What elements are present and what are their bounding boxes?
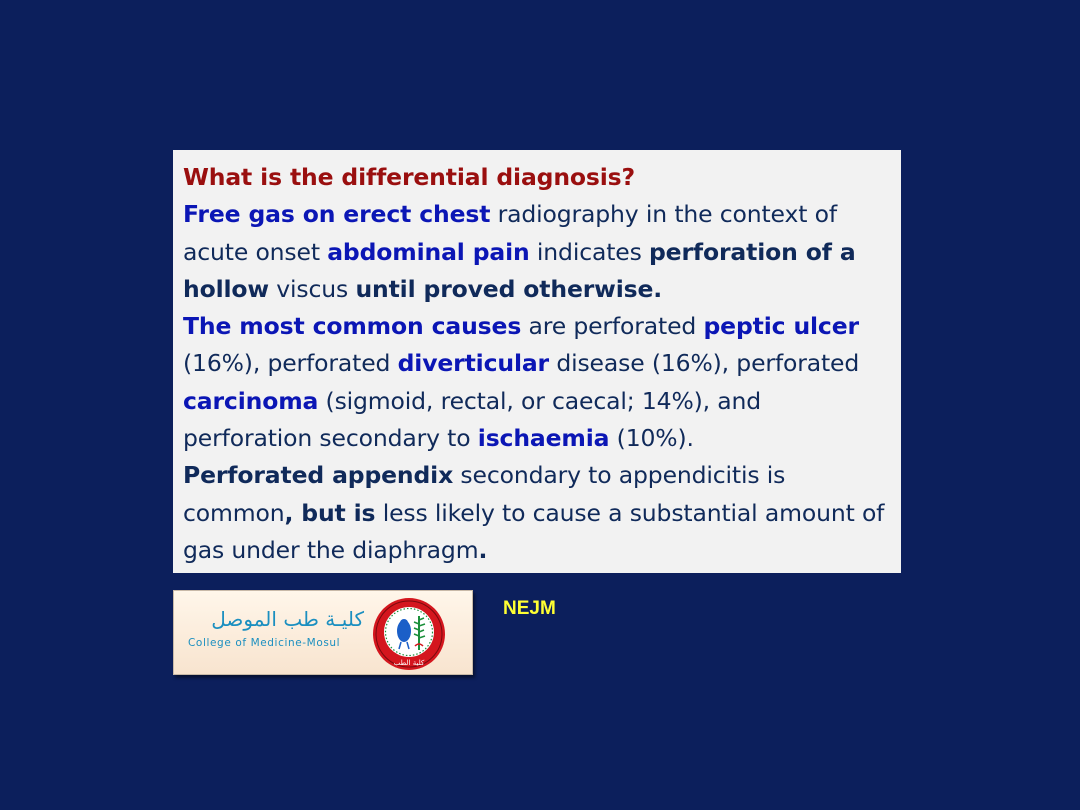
college-logo-banner (173, 590, 473, 675)
text-segment: are perforated (521, 312, 704, 341)
text-segment: less likely to cause a substantial amount of gas under the diaphragm (183, 498, 885, 564)
text-segment: perforation of a hollow (183, 237, 856, 303)
text-segment: ischaemia (477, 424, 610, 453)
text-segment: (sigmoid, rectal, or caecal; 14%), and perforation secondary to (183, 386, 762, 453)
text-segment: . (478, 535, 488, 564)
text-segment: viscus (268, 274, 356, 303)
paragraph-appendix (183, 457, 891, 569)
text-segment: (16%), perforated (183, 349, 398, 378)
text-segment: disease (16%), perforated (549, 349, 860, 378)
text-segment: carcinoma (183, 386, 319, 415)
text-segment: peptic ulcer (703, 312, 859, 341)
seal-lettering: كلية الطب (393, 659, 425, 667)
text-segment: until proved otherwise. (355, 274, 663, 303)
text-segment: , but is (284, 498, 376, 527)
text-segment: Perforated appendix (183, 461, 454, 490)
text-segment: radiography in the context of acute onset (183, 200, 837, 266)
logo-arabic-text: كليـة طب الموصل (211, 607, 364, 631)
slide-text-box (173, 150, 901, 573)
text-segment: The most common causes (183, 312, 522, 341)
paragraph-free-gas (183, 196, 891, 308)
source-label: NEJM (503, 598, 556, 619)
college-seal-icon (371, 596, 447, 672)
text-segment: secondary to appendicitis is common (183, 461, 786, 527)
text-segment: abdominal pain (327, 237, 530, 266)
slide-question-title: What is the differential diagnosis? (183, 163, 635, 191)
paragraph-common-causes (183, 308, 891, 457)
logo-english-text: College of Medicine-Mosul (188, 637, 341, 649)
text-segment: (10%). (609, 424, 694, 453)
text-segment: diverticular (397, 349, 549, 378)
text-segment: indicates (529, 237, 650, 266)
text-segment: Free gas on erect chest (183, 200, 491, 229)
